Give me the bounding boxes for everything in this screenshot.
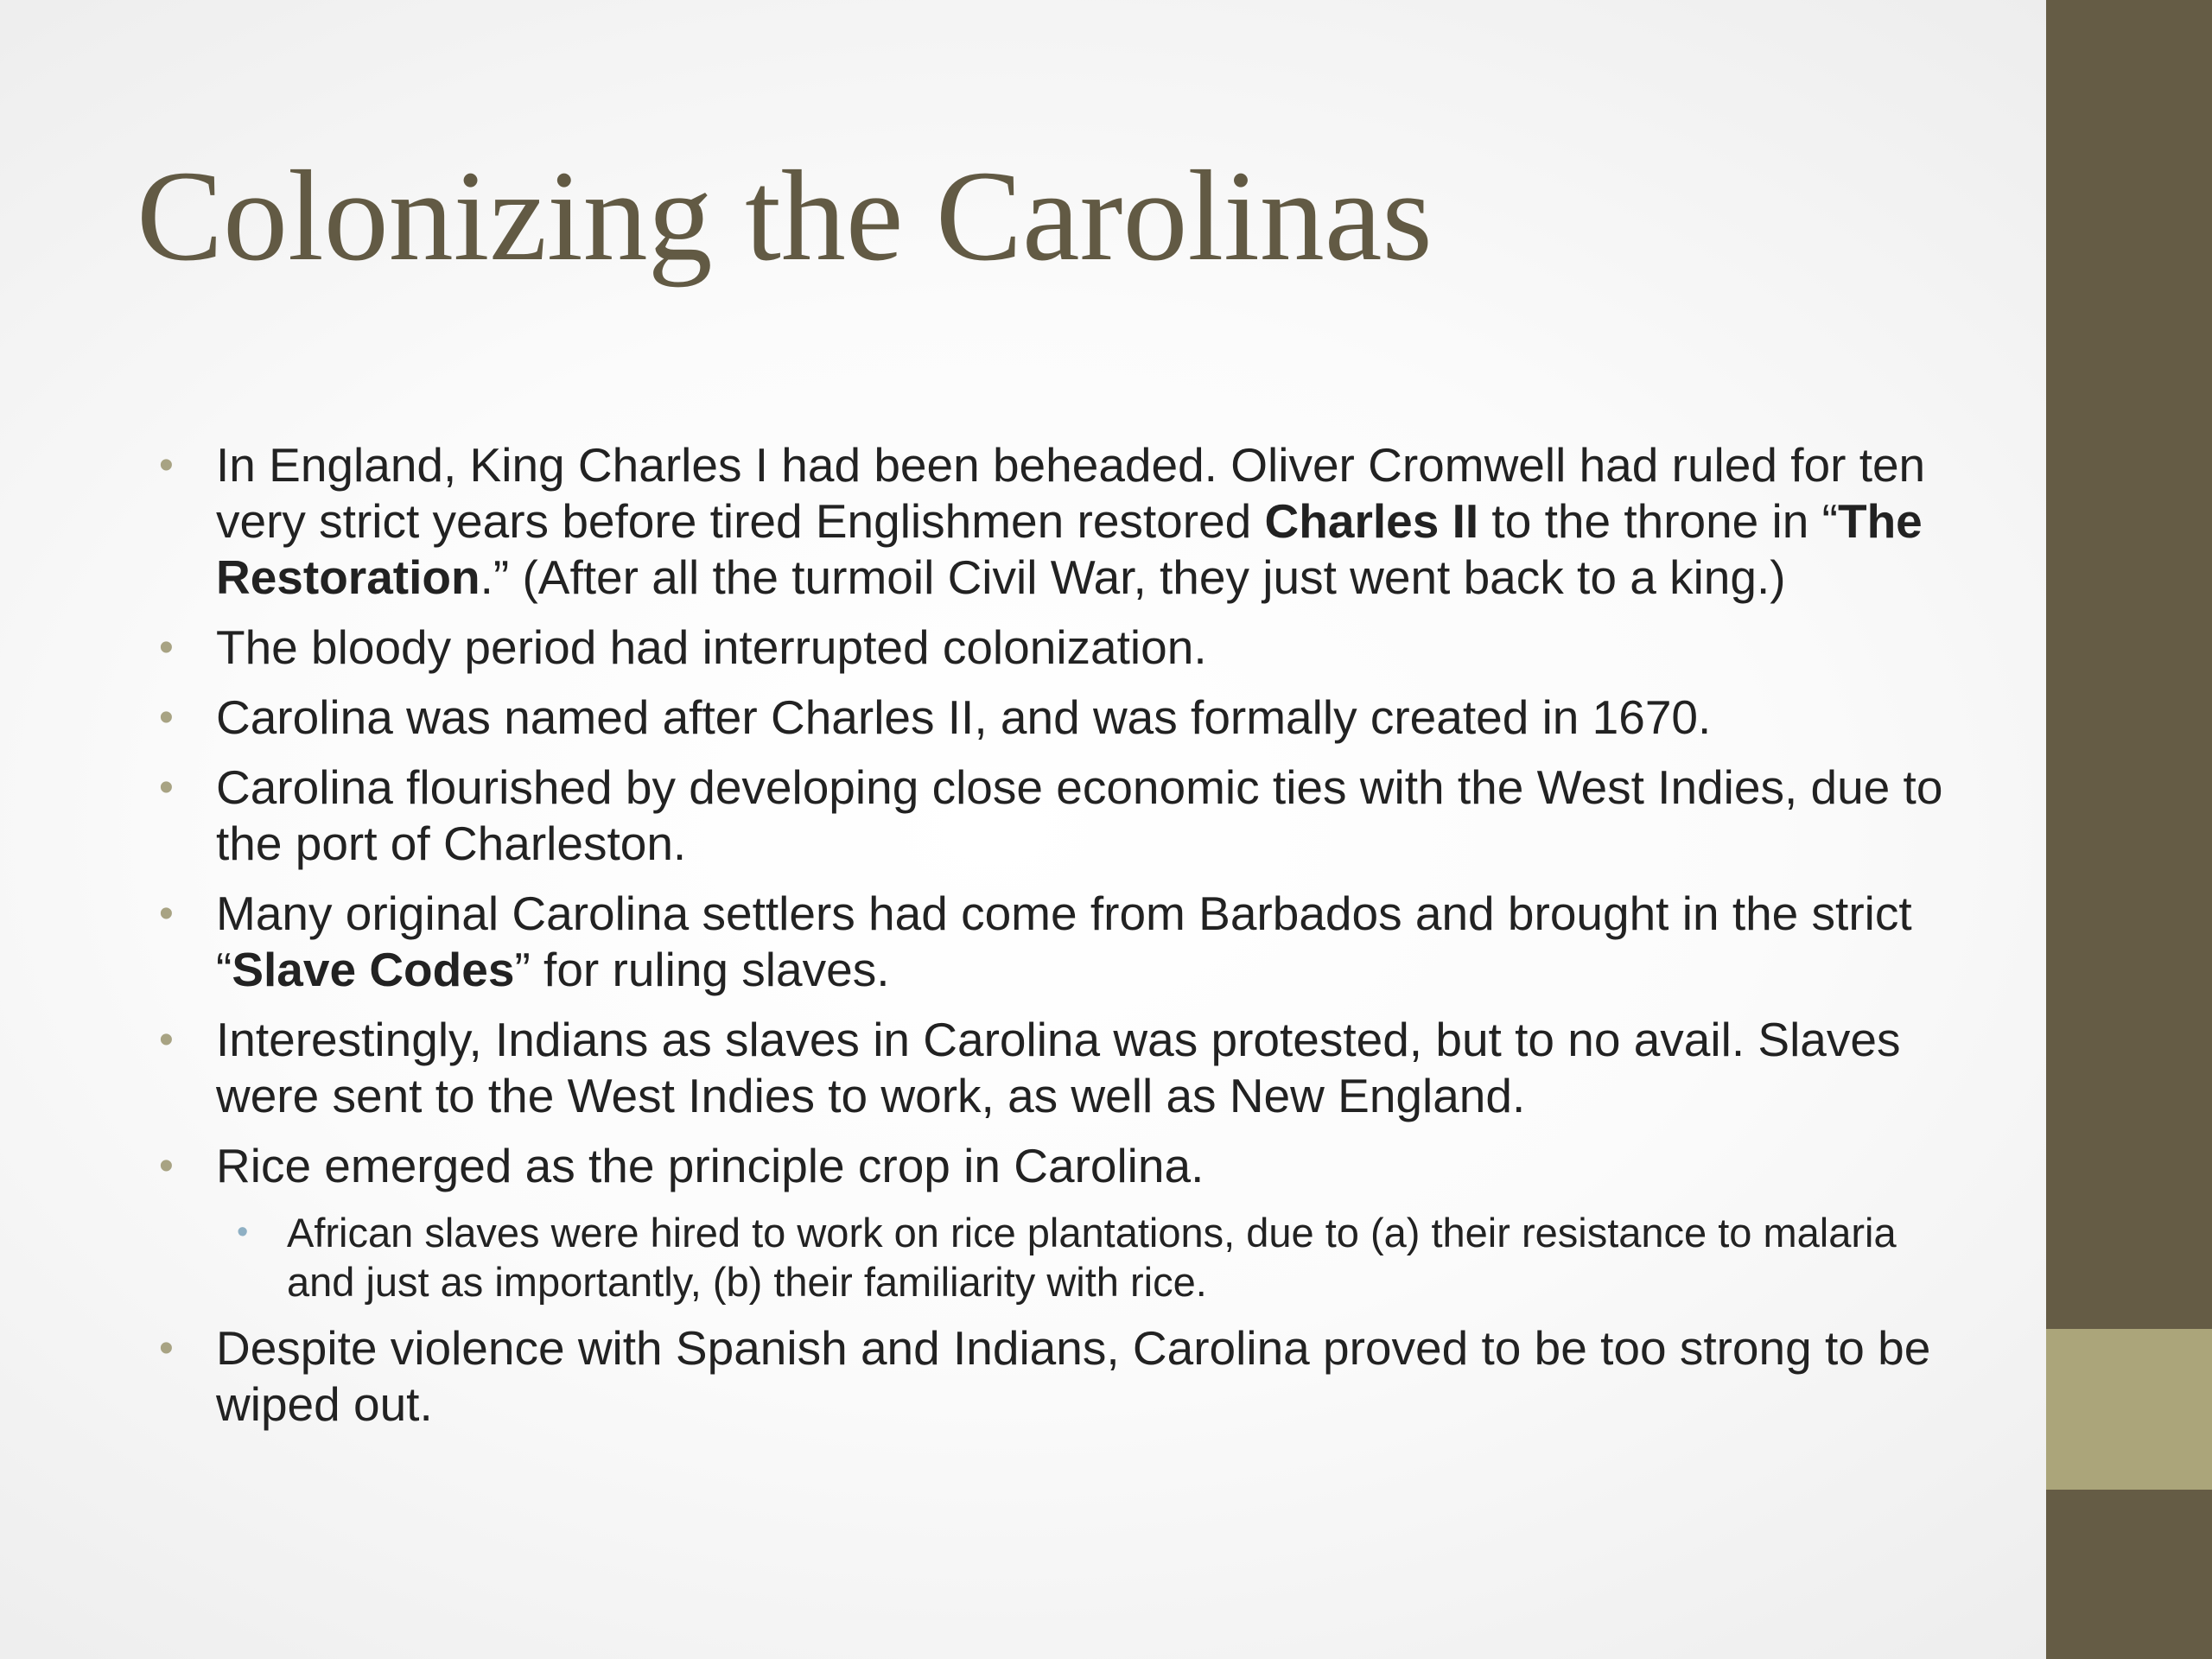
bullet-flourished <box>159 760 1944 872</box>
bullet-dot-icon: • <box>159 891 174 937</box>
bullet-dot-icon: • <box>159 1143 174 1189</box>
side-accent-block <box>2046 1329 2212 1490</box>
bullet-text: Interestingly, Indians as slaves in Carolina was protested, but to no avail. Slaves were sent to the West Indies to work, as well as New England. <box>216 1013 1901 1122</box>
bullet-dot-icon: • <box>159 1325 174 1371</box>
bullet-text: Many original Carolina settlers had come from Barbados and brought in the strict “ <box>216 887 1912 996</box>
bullet-text: .” (After all the turmoil Civil War, they just went back to a king.) <box>480 550 1786 604</box>
bullet-dot-icon: • <box>159 442 174 488</box>
subbullet-dot-icon: • <box>237 1214 249 1250</box>
subbullet-african-slaves <box>237 1208 1944 1306</box>
bullet-text: ” for ruling slaves. <box>514 943 890 996</box>
bullet-text: Carolina was named after Charles II, and was formally created in 1670. <box>216 690 1712 744</box>
bullet-slave-codes <box>159 886 1944 998</box>
bullet-text: Rice emerged as the principle crop in Carolina. <box>216 1139 1205 1192</box>
bullet-bold-text: Slave Codes <box>232 943 515 996</box>
slide-title: Colonizing the Carolinas <box>137 144 1433 288</box>
bullet-despite-violence <box>159 1320 1944 1433</box>
bullet-list <box>159 437 1944 1446</box>
bullet-text: Carolina flourished by developing close economic ties with the West Indies, due to the port of Charleston. <box>216 760 1943 870</box>
bullet-dot-icon: • <box>159 625 174 671</box>
bullet-text: In England, King Charles I had been beheaded. Oliver Cromwell had ruled for ten very strict years before tired Englishmen restored <box>216 438 1926 548</box>
bullet-dot-icon: • <box>159 1017 174 1063</box>
bullet-dot-icon: • <box>159 765 174 810</box>
bullet-indians <box>159 1012 1944 1124</box>
bullet-bold-text: Charles II <box>1264 494 1479 548</box>
bullet-interrupted <box>159 620 1944 676</box>
bullet-bold-text: The Restoration <box>216 494 1923 604</box>
bullet-named <box>159 690 1944 746</box>
subbullet-text: African slaves were hired to work on rice plantations, due to (a) their resistance to malaria and just as importantly, (b) their familiarity with rice. <box>287 1210 1897 1305</box>
bullet-rice <box>159 1138 1944 1194</box>
bullet-text: The bloody period had interrupted colonization. <box>216 620 1207 674</box>
bullet-restoration <box>159 437 1944 606</box>
bullet-text: Despite violence with Spanish and Indians, Carolina proved to be too strong to be wiped out. <box>216 1321 1931 1431</box>
bullet-text: to the throne in “ <box>1478 494 1838 548</box>
bullet-dot-icon: • <box>159 695 174 741</box>
